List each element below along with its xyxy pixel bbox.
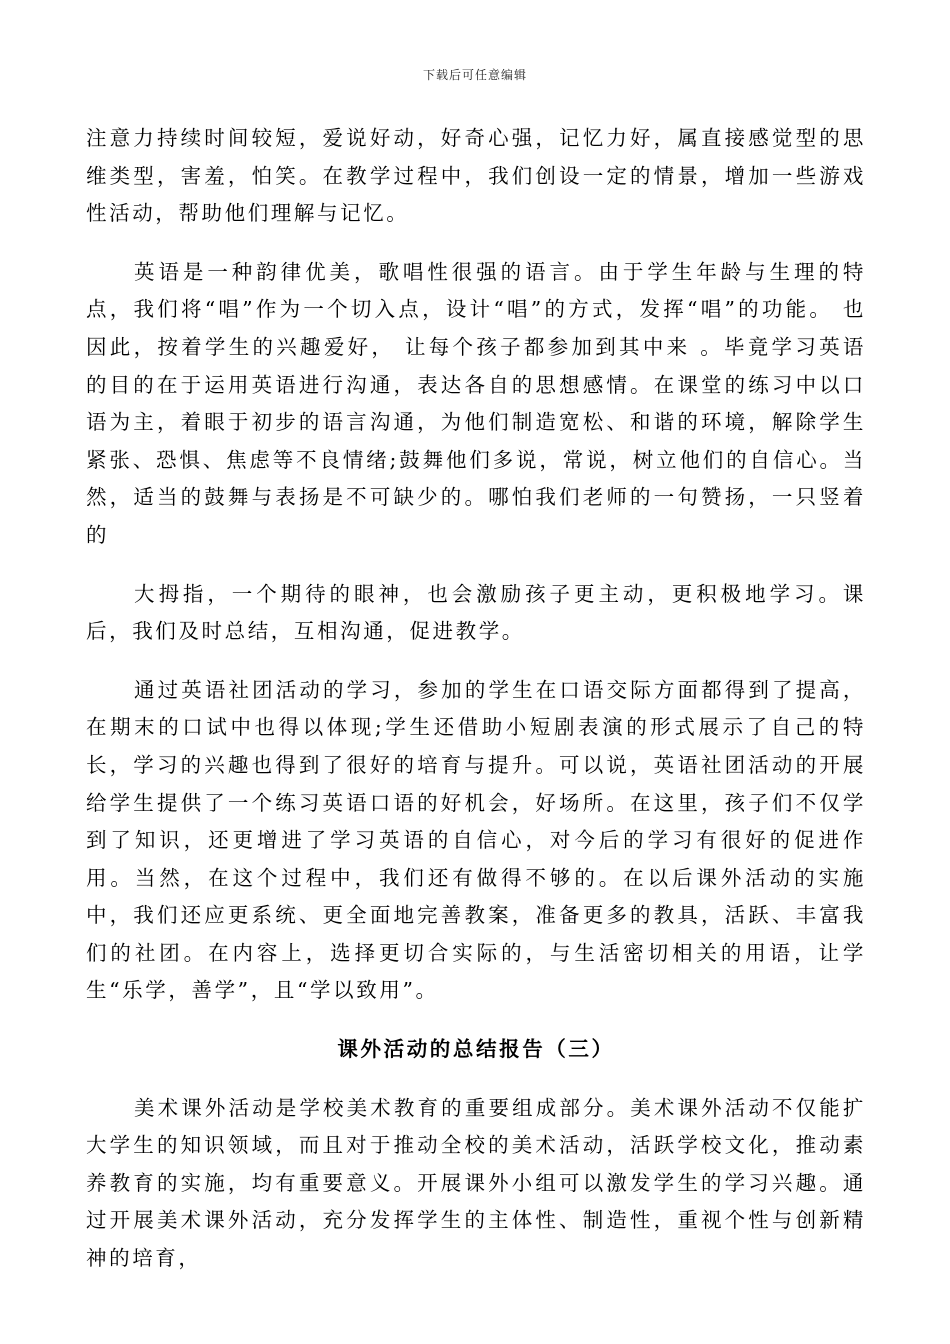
paragraph-gap	[86, 1069, 866, 1090]
section-title: 课外活动的总结报告（三）	[337, 1037, 615, 1062]
paragraph-gap	[86, 233, 866, 254]
paragraph-3: 大拇指，一个期待的眼神，也会激励孩子更主动，更积极地学习。课后，我们及时总结，互相沟通，促进教学。	[86, 581, 866, 644]
paragraph-4: 通过英语社团活动的学习，参加的学生在口语交际方面都得到了提高，在期末的口试中也得以体现;学生还借助小短剧表演的形式展示了自己的特长，学习的兴趣也得到了很好的培育与提升。可以说，英语社团活动的开展给学生提供了一个练习英语口语的好机会，好场所。在这里，孩子们不仅学到了知识，还更增进了学习英语的自信心，对今后的学习有很好的促进作用。当然，在这个过程中，我们还有做得不够的。在以后课外活动的实施中，我们还应更系统、更全面地完善教案，准备更多的教具，活跃、丰富我们的社团。在内容上，选择更切合实际的，与生活密切相关的用语，让学生“乐学，善学”，且“学以致用”。	[86, 677, 866, 1003]
paragraph-gap	[86, 555, 866, 576]
paragraph-5: 美术课外活动是学校美术教育的重要组成部分。美术课外活动不仅能扩大学生的知识领域，而且对于推动全校的美术活动，活跃学校文化，推动素养教育的实施，均有重要意义。开展课外小组可以激发学生的学习兴趣。通过开展美术课外活动，充分发挥学生的主体性、制造性，重视个性与创新精神的培育，	[86, 1095, 866, 1271]
document-body	[86, 120, 866, 1278]
header-note: 下载后可任意编辑	[422, 68, 527, 82]
paragraph-1: 注意力持续时间较短，爱说好动，好奇心强，记忆力好，属直接感觉型的思维类型，害羞，怕笑。在教学过程中，我们创设一定的情景，增加一些游戏性活动，帮助他们理解与记忆。	[86, 126, 866, 226]
paragraph-gap	[86, 651, 866, 672]
paragraph-gap	[86, 1010, 866, 1031]
paragraph-2: 英语是一种韵律优美，歌唱性很强的语言。由于学生年龄与生理的特点，我们将“唱”作为一个切入点，设计“唱”的方式，发挥“唱”的功能。 也因此，按着学生的兴趣爱好， 让每个孩子都参加到其中来 。毕竟学习英语的目的在于运用英语进行沟通，表达各自的思想感情。在课堂的练习中以口语为主，着眼于初步的语言沟通，为他们制造宽松、和谐的环境，解除学生紧张、恐惧、焦虑等不良情绪;鼓舞他们多说，常说，树立他们的自信心。当然，适当的鼓舞与表扬是不可缺少的。哪怕我们老师的一句赞扬，一只竖着的	[86, 259, 866, 547]
